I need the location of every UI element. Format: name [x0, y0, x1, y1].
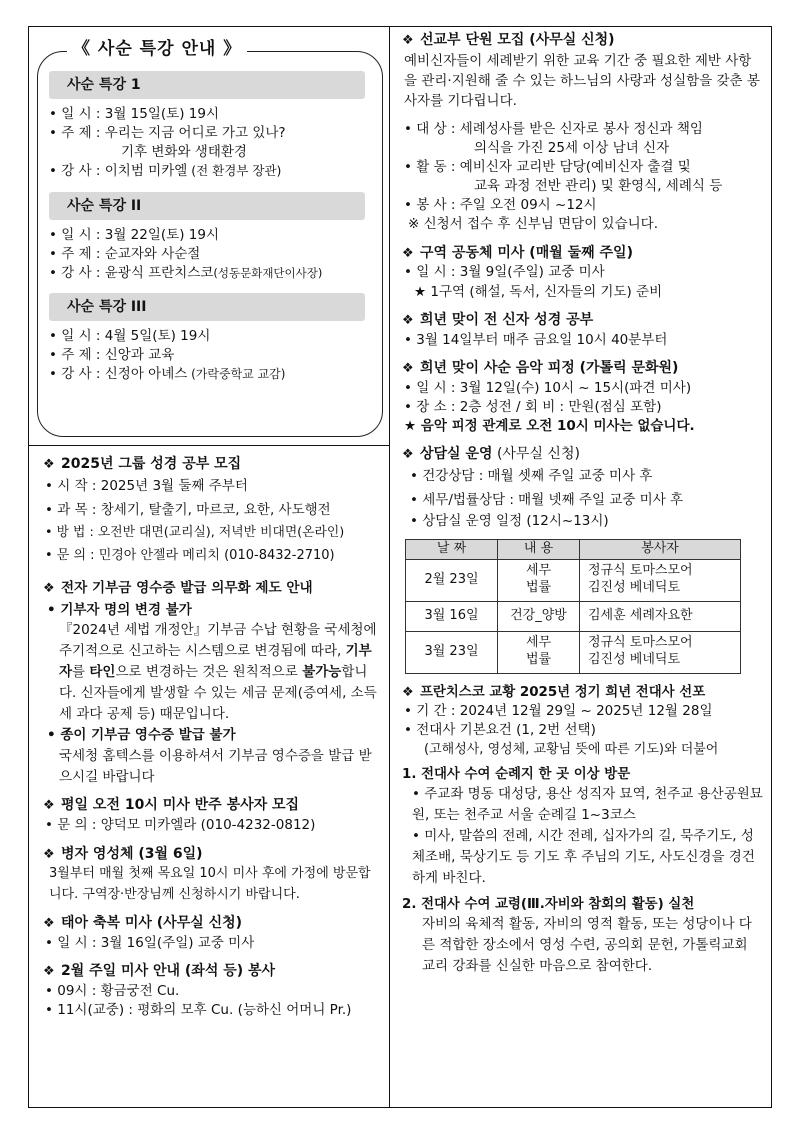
diamond-icon: ❖ — [43, 963, 55, 979]
list-item: • 전대사 기본요건 (1, 2번 선택) — [404, 722, 596, 739]
lecture-topic: • 주 제 : 순교자와 사순절 — [49, 245, 201, 262]
counseling-section — [402, 445, 763, 674]
list-item: • 과 목 : 창세기, 탈출기, 마르코, 요한, 사도행전 — [45, 501, 331, 518]
lecture-header: 사순 특강 III — [49, 293, 365, 321]
diamond-icon: ❖ — [43, 915, 55, 931]
table-cell: 세무 법률 — [498, 559, 580, 601]
feb-sunday-section — [43, 962, 381, 1020]
weekday-music-title: ❖ 평일 오전 10시 미사 반주 봉사자 모집 — [43, 796, 381, 816]
bible-study-title: ❖ 2025년 그룹 성경 공부 모집 — [43, 455, 381, 475]
lecture-topic: • 주 제 : 신앙과 교육 — [49, 347, 175, 364]
district-mass-section — [402, 244, 763, 302]
weekday-music-section — [43, 796, 381, 835]
jubilee-bible-section — [402, 311, 763, 350]
counseling-title: ❖ 상담실 운영 (사무실 신청) — [402, 445, 763, 465]
donation-paragraph: 국세청 홈텍스를 이용하셔서 기부금 영수증을 발급 받으시길 바랍니다 — [59, 747, 372, 785]
lecture-2 — [49, 192, 365, 283]
lecture-date: • 일 시 : 3월 15일(토) 19시 — [49, 106, 219, 122]
list-item: • 3월 14일부터 매주 금요일 10시 40분부터 — [404, 331, 668, 348]
list-item: • 문 의 : 양덕모 미카엘라 (010-4232-0812) — [45, 817, 316, 834]
diamond-icon: ❖ — [402, 684, 414, 700]
sick-communion-section — [43, 845, 381, 905]
plenary-heading-1: 1. 전대사 수여 순례지 한 곳 이상 방문 — [402, 767, 631, 783]
diamond-icon: ❖ — [402, 312, 414, 328]
lenten-lectures-box — [37, 37, 383, 437]
lecture-date: • 일 시 : 3월 22일(토) 19시 — [49, 226, 219, 243]
sick-communion-title: ❖ 병자 영성체 (3월 6일) — [43, 845, 381, 865]
list-item: • 대 상 : 세례성사를 받은 신자로 봉사 정신과 책임 — [404, 120, 703, 137]
lecture-topic-cont: 기후 변화와 생태환경 — [121, 144, 247, 161]
table-cell: 정규식 토마스모어 김진성 베네딕토 — [580, 559, 741, 601]
table-cell: 건강_양방 — [498, 601, 580, 631]
list-item: • 시 작 : 2025년 3월 둘째 주부터 — [45, 477, 248, 494]
table-row — [406, 559, 741, 601]
list-item: • 09시 : 황금궁전 Cu. — [45, 982, 180, 999]
table-header: 봉사자 — [580, 540, 741, 559]
table-cell: 3월 16일 — [406, 601, 498, 631]
plenary-title: ❖ 프란치스코 교황 2025년 정기 희년 전대사 선포 — [402, 683, 763, 702]
donation-paragraph: 『2024년 세법 개정안』기부금 수납 현황을 국세청에 주기적으로 신고하는 시스템으로 변경됨에 따라, 기부자를 타인으로 변경하는 것은 원칙적으로 불가능합니다. 신자들에게 발생할 수 있는 세금 문제(증여세, 소득세 과다 공제 등) 때문입니다. — [59, 621, 377, 722]
list-item: • 상담실 운영 일정 (12시~13시) — [410, 513, 609, 530]
feb-sunday-title: ❖ 2월 주일 미사 안내 (좌석 등) 봉사 — [43, 962, 381, 982]
diamond-icon: ❖ — [402, 360, 414, 376]
diamond-icon: ❖ — [43, 846, 55, 862]
donation-sub-heading: • 기부자 명의 변경 불가 — [47, 601, 192, 618]
jubilee-music-note: ★ 음악 피정 관계로 오전 10시 미사는 없습니다. — [404, 417, 695, 434]
mission-paragraph: 예비신자들이 세례받기 위한 교육 기간 중 필요한 제반 사항을 관리·지원해 줄 수 있는 하느님의 사랑과 성실함을 갖춘 봉사자를 기다립니다. — [404, 52, 760, 110]
table-row — [406, 601, 741, 631]
plenary-item: • 미사, 말씀의 전례, 시간 전례, 십자가의 길, 묵주기도, 성체조배, 묵상기도 등 기도 후 주님의 기도, 사도신경을 경건하게 바친다. — [412, 827, 755, 886]
donation-sub-heading: • 종이 기부금 영수증 발급 불가 — [47, 727, 236, 744]
list-item: • 일 시 : 3월 9일(주일) 교중 미사 — [404, 264, 605, 281]
mission-section — [402, 31, 763, 235]
diamond-icon: ❖ — [43, 581, 55, 597]
lecture-topic: • 주 제 : 우리는 지금 어디로 가고 있나? — [49, 125, 286, 142]
table-cell: 김세훈 세례자요한 — [580, 601, 741, 631]
plenary-basic-note: (고해성사, 영성체, 교황님 뜻에 따른 기도)와 더불어 — [424, 741, 719, 757]
lecture-3 — [49, 293, 365, 384]
lecture-header: 사순 특강 1 — [49, 71, 365, 99]
list-item: • 활 동 : 예비신자 교리반 담당(예비신자 출결 및 — [404, 158, 691, 175]
sick-communion-paragraph: 3월부터 매월 첫째 목요일 10시 미사 후에 가정에 방문합니다. 구역장·반장님께 신청하시기 바랍니다. — [49, 866, 371, 902]
diamond-icon: ❖ — [43, 798, 55, 814]
counseling-schedule-table — [405, 539, 741, 673]
mission-note: ※ 신청서 접수 후 신부님 면담이 있습니다. — [408, 216, 659, 233]
plenary-paragraph: 자비의 육체적 활동, 자비의 영적 활동, 또는 성당이나 다른 적합한 장소에서 영성 수련, 공의회 문헌, 가톨릭교회 교리 강좌를 신실한 마음으로 참여한다. — [422, 915, 752, 974]
table-cell: 2월 23일 — [406, 559, 498, 601]
left-column — [29, 27, 389, 1020]
table-row — [406, 631, 741, 673]
list-item-cont: 교육 과정 전반 관리) 및 환영식, 세례식 등 — [474, 178, 723, 195]
table-cell: 세무 법률 — [498, 631, 580, 673]
list-item: • 일 시 : 3월 16일(주일) 교중 미사 — [45, 934, 255, 951]
jubilee-music-title: ❖ 희년 맞이 사순 음악 피정 (가톨릭 문화원) — [402, 359, 763, 379]
plenary-indulgence-section — [402, 683, 763, 977]
donation-title: ❖ 전자 기부금 영수증 발급 의무화 제도 안내 — [43, 579, 381, 598]
list-item: • 문 의 : 민경아 안젤라 메리치 (010-8432-2710) — [45, 547, 335, 563]
list-item: • 11시(교중) : 평화의 모후 Cu. (능하신 어머니 Pr.) — [45, 1001, 352, 1018]
list-item-cont: 의식을 가진 25세 이상 남녀 신자 — [474, 139, 670, 156]
jubilee-bible-title: ❖ 희년 맞이 전 신자 성경 공부 — [402, 311, 763, 331]
lenten-title: 《 사순 특강 안내 》 — [67, 37, 247, 61]
district-mass-title: ❖ 구역 공동체 미사 (매월 둘째 주일) — [402, 244, 763, 264]
lecture-speaker: • 강 사 : 윤광식 프란치스코(성동문화재단이사장) — [49, 264, 323, 281]
diamond-icon: ❖ — [402, 245, 414, 261]
infant-blessing-title: ❖ 태아 축복 미사 (사무실 신청) — [43, 914, 381, 934]
list-item: • 세무/법률상담 : 매월 넷째 주일 교중 미사 후 — [410, 491, 684, 508]
list-item: • 기 간 : 2024년 12월 29일 ~ 2025년 12월 28일 — [404, 703, 713, 720]
jubilee-music-section — [402, 359, 763, 436]
diamond-icon: ❖ — [402, 33, 414, 48]
diamond-icon: ❖ — [402, 447, 414, 463]
right-column — [390, 27, 773, 977]
list-item: • 일 시 : 3월 12일(수) 10시 ~ 15시(파견 미사) — [404, 379, 692, 396]
table-cell: 정규식 토마스모어 김진성 베네딕토 — [580, 631, 741, 673]
list-item: • 봉 사 : 주일 오전 09시 ~12시 — [404, 197, 597, 214]
lecture-date: • 일 시 : 4월 5일(토) 19시 — [49, 328, 211, 345]
plenary-item: • 주교좌 명동 대성당, 용산 성직자 묘역, 천주교 용산공원묘원, 또는 천주교 서울 순례길 1~3코스 — [412, 786, 763, 824]
infant-blessing-section — [43, 914, 381, 953]
table-header: 내 용 — [498, 540, 580, 559]
table-header: 날 짜 — [406, 540, 498, 559]
plenary-heading-2: 2. 전대사 수여 교령(Ⅲ.자비와 참회의 활동) 실천 — [402, 896, 695, 912]
table-header-row — [406, 540, 741, 559]
lecture-speaker: • 강 사 : 이치범 미카엘 (전 환경부 장관) — [49, 163, 282, 180]
lecture-header: 사순 특강 II — [49, 192, 365, 220]
list-item: • 방 법 : 오전반 대면(교리실), 저녁반 비대면(온라인) — [45, 525, 345, 541]
diamond-icon: ❖ — [43, 457, 55, 472]
list-item: • 장 소 : 2층 성전 / 회 비 : 만원(점심 포함) — [404, 398, 662, 415]
donation-receipt-section — [43, 579, 381, 787]
lecture-speaker: • 강 사 : 신정아 아녜스 (가락중학교 교감) — [49, 366, 286, 383]
bible-study-section — [43, 455, 381, 567]
table-cell: 3월 23일 — [406, 631, 498, 673]
bulletin-page — [28, 26, 772, 1108]
district-mass-note: ★ 1구역 (해설, 독서, 신자들의 기도) 준비 — [414, 283, 663, 300]
mission-title: ❖ 선교부 단원 모집 (사무실 신청) — [402, 31, 763, 51]
list-item: • 건강상담 : 매월 셋째 주일 교중 미사 후 — [410, 468, 653, 484]
lecture-1 — [49, 71, 365, 182]
